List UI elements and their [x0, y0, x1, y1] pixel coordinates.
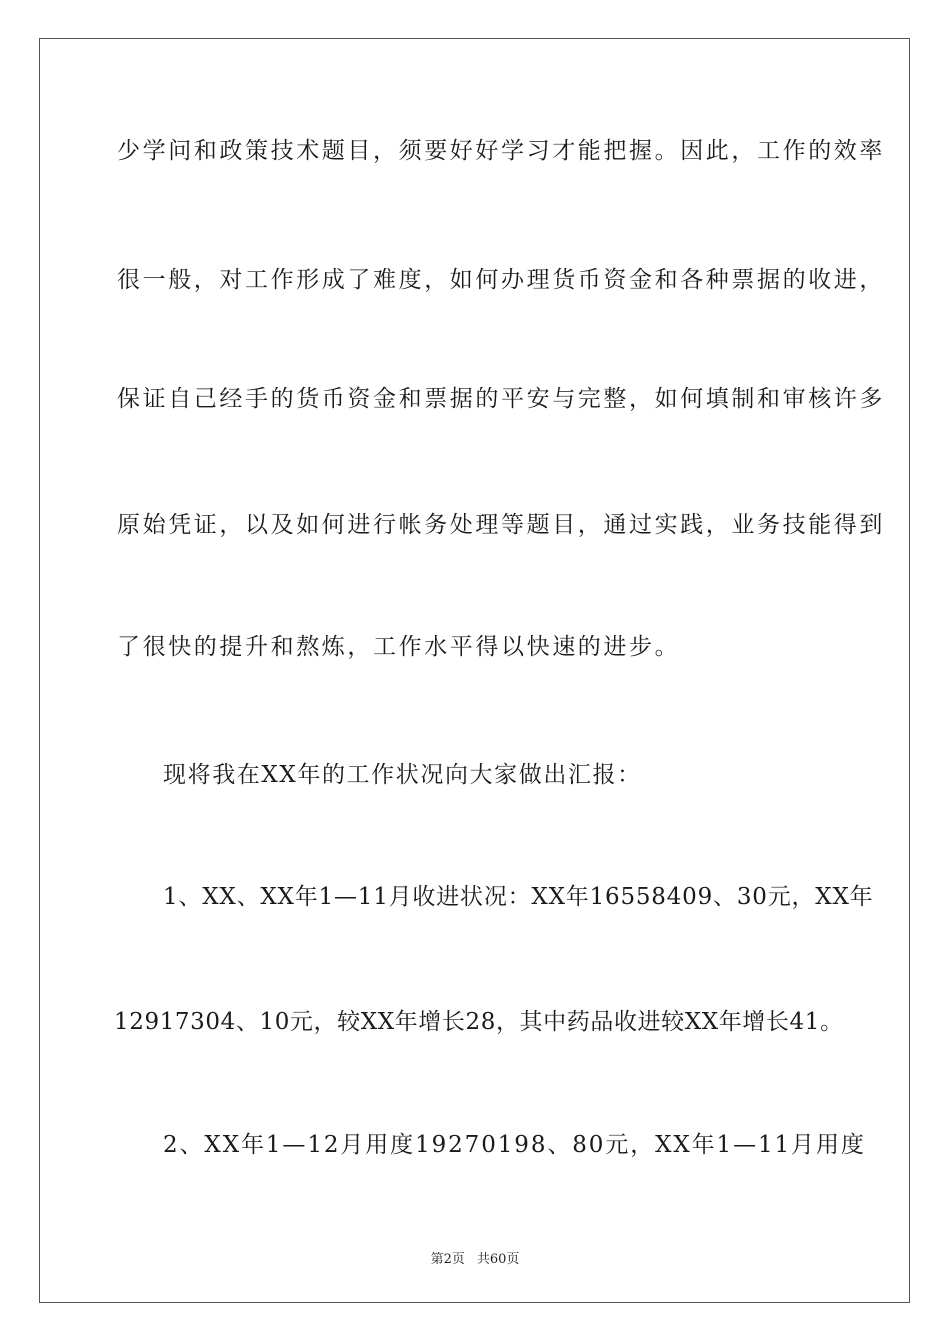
page-total: 共60页: [476, 1252, 520, 1267]
page-number: 第2页: [430, 1252, 465, 1267]
list-item-1-continuation: 12917304、10元，较XX年增长28，其中药品收进较XX年增长41。: [114, 1009, 844, 1035]
page-footer: [0, 1248, 950, 1267]
body-text-line: 原始凭证，以及如何进行帐务处理等题目，通过实践，业务技能得到: [117, 512, 885, 538]
page-frame: [39, 38, 910, 1303]
body-text-line: 少学问和政策技术题目，须要好好学习才能把握。因此，工作的效率: [117, 138, 885, 164]
body-text-line: 很一般，对工作形成了难度，如何办理货币资金和各种票据的收进，: [117, 267, 885, 293]
body-text-line: 了很快的提升和熬炼，工作水平得以快速的进步。: [117, 634, 681, 660]
paragraph-intro-line: 现将我在XX年的工作状况向大家做出汇报：: [163, 762, 642, 788]
body-text-line: 保证自己经手的货币资金和票据的平安与完整，如何填制和审核许多: [117, 386, 885, 412]
list-item-2-line: 2、XX年1—12月用度19270198、80元，XX年1—11月用度: [163, 1132, 866, 1158]
list-item-1-line: 1、XX、XX年1—11月收进状况：XX年16558409、30元，XX年: [163, 884, 874, 910]
